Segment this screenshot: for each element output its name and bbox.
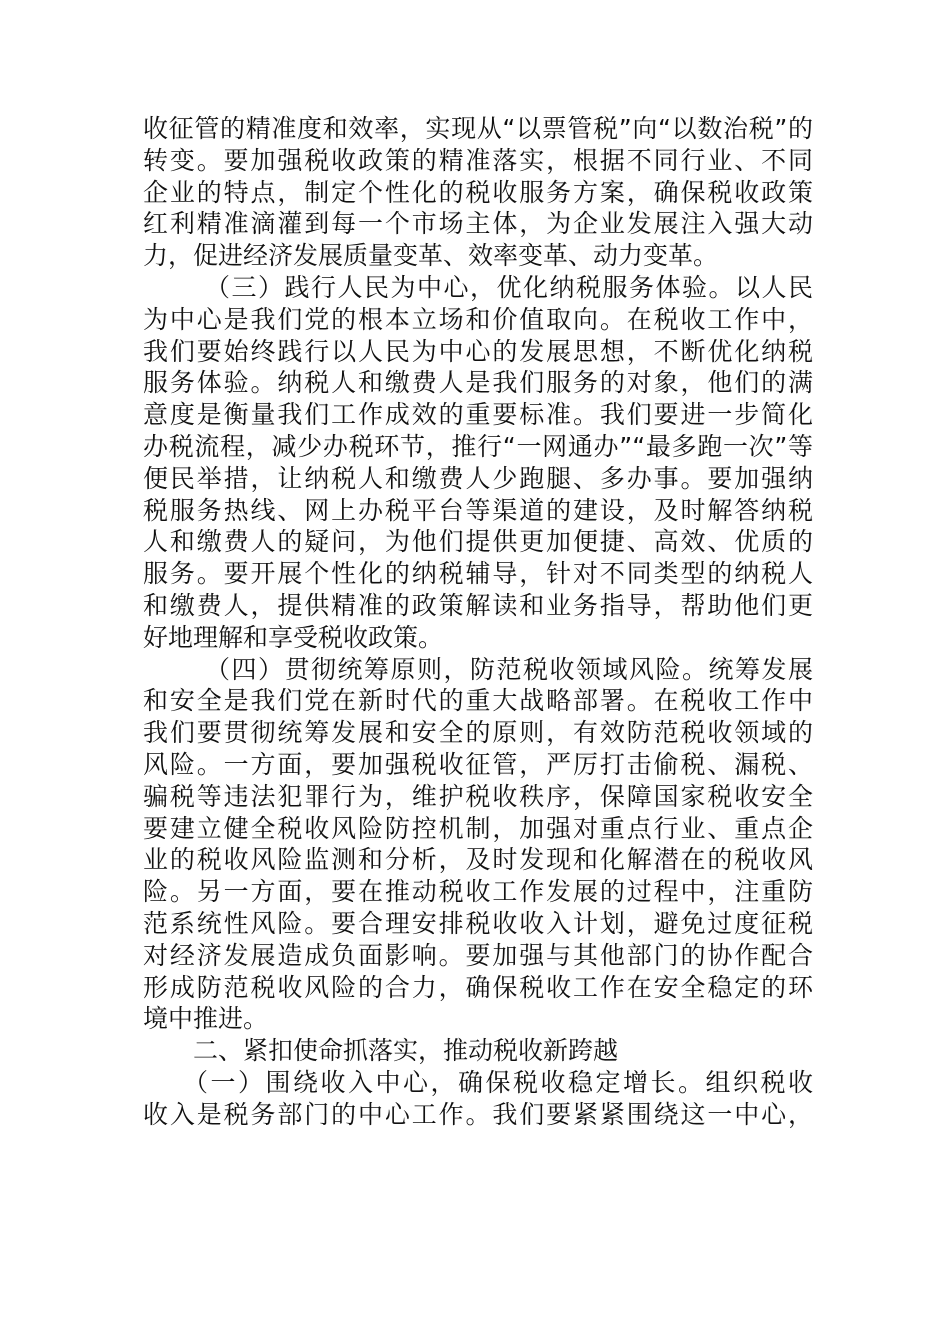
paragraph-start-line: （一）围绕收入中心，确保税收稳定增长。组织税收	[183, 1067, 813, 1097]
text-line: 骗税等违法犯罪行为，维护税收秩序，保障国家税收安全	[143, 781, 813, 811]
text-line: 企业的特点，制定个性化的税收服务方案，确保税收政策	[143, 177, 813, 207]
text-line: 要建立健全税收风险防控机制，加强对重点行业、重点企	[143, 813, 813, 843]
text-line: 对经济发展造成负面影响。要加强与其他部门的协作配合	[143, 940, 813, 970]
document-body	[143, 113, 813, 1131]
text-line: 收入是税务部门的中心工作。我们要紧紧围绕这一中心，	[143, 1099, 813, 1129]
text-line: 风险。一方面，要加强税收征管，严厉打击偷税、漏税、	[143, 749, 813, 779]
text-line: 人和缴费人的疑问，为他们提供更加便捷、高效、优质的	[143, 527, 813, 557]
text-line: 险。另一方面，要在推动税收工作发展的过程中，注重防	[143, 877, 813, 907]
text-line: 税服务热线、网上办税平台等渠道的建设，及时解答纳税	[143, 495, 813, 525]
text-line: 收征管的精准度和效率，实现从“以票管税”向“以数治税”的	[143, 114, 813, 143]
text-line: 和安全是我们党在新时代的重大战略部署。在税收工作中	[143, 686, 813, 716]
text-line: 为中心是我们党的根本立场和价值取向。在税收工作中，	[143, 304, 813, 334]
text-line: 好地理解和享受税收政策。	[143, 622, 444, 652]
text-line: 办税流程，减少办税环节，推行“一网通办”“最多跑一次”等	[143, 431, 813, 461]
paragraph-start-line: （四）贯彻统筹原则，防范税收领域风险。统筹发展	[205, 654, 813, 684]
text-line: 形成防范税收风险的合力，确保税收工作在安全稳定的环	[143, 972, 813, 1002]
section-heading: 二、紧扣使命抓落实，推动税收新跨越	[193, 1036, 619, 1066]
text-line: 我们要始终践行以人民为中心的发展思想，不断优化纳税	[143, 336, 813, 366]
text-line: 业的税收风险监测和分析，及时发现和化解潜在的税收风	[143, 845, 813, 875]
text-line: 红利精准滴灌到每一个市场主体，为企业发展注入强大动	[143, 209, 813, 239]
text-line: 意度是衡量我们工作成效的重要标准。我们要进一步简化	[143, 400, 813, 430]
text-line: 我们要贯彻统筹发展和安全的原则，有效防范税收领域的	[143, 718, 813, 748]
text-line: 范系统性风险。要合理安排税收收入计划，避免过度征税	[143, 908, 813, 938]
text-line: 转变。要加强税收政策的精准落实，根据不同行业、不同	[143, 145, 813, 175]
paragraph-start-line: （三）践行人民为中心，优化纳税服务体验。以人民	[205, 272, 813, 302]
text-line: 和缴费人，提供精准的政策解读和业务指导，帮助他们更	[143, 590, 813, 620]
text-line: 便民举措，让纳税人和缴费人少跑腿、多办事。要加强纳	[143, 463, 813, 493]
text-line: 力，促进经济发展质量变革、效率变革、动力变革。	[143, 241, 719, 271]
text-line: 境中推进。	[143, 1004, 269, 1034]
text-line: 服务。要开展个性化的纳税辅导，针对不同类型的纳税人	[143, 559, 813, 589]
text-line: 服务体验。纳税人和缴费人是我们服务的对象，他们的满	[143, 368, 813, 398]
